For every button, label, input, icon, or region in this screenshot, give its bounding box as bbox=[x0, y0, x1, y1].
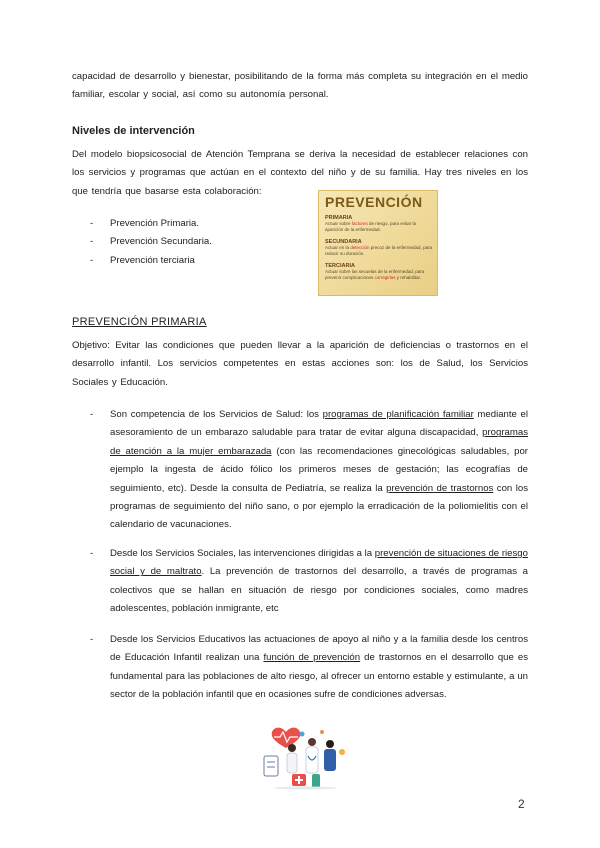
bullet-educativos: - Desde los Servicios Educativos las actuaciones de apoyo al niño y a la familia desde los centros de Educación Infantil realizan una función de prevención de trastornos en el desarrollo que es fundamental para las poblaciones de alto riesgo, al ofrecer un entorno estable y estimulante, a un sector de la población infantil que en ocasiones sufre de condiciones adversas. bbox=[110, 631, 528, 705]
prevention-card-title: PREVENCIÓN bbox=[325, 194, 423, 210]
dash: - bbox=[90, 409, 94, 420]
link-funcion-prevencion: función de prevención bbox=[263, 652, 361, 664]
prevention-card-item: PRIMARIA Actuar sobre factores de riesgo, para evitar la aparición de la enfermedad. bbox=[325, 215, 417, 232]
dash: - bbox=[90, 254, 94, 266]
levels-list bbox=[90, 215, 300, 270]
list-item: - Prevención terciaria bbox=[110, 252, 300, 270]
dash: - bbox=[90, 548, 94, 559]
link-prevencion-trastornos: prevención de trastornos bbox=[386, 482, 494, 494]
pill-icon bbox=[339, 749, 345, 755]
clipboard-icon bbox=[264, 756, 278, 776]
objetivo-paragraph: Objetivo: Evitar las condiciones que pueden llevar a la aparición de deficiencias o trastornos en el desarrollo infantil. Los servicios competentes en estas acciones son: los de Salud, los Servicios Sociales y Educación. bbox=[72, 340, 528, 388]
niveles-paragraph: Del modelo biopsicosocial de Atención Temprana se deriva la necesidad de establecer relaciones con los servicios y programas que actúan en el contexto del niño y de su familia. Hay tres niveles en los que tendría que basarse esta colaboración: bbox=[72, 149, 528, 197]
link-riesgo-social: prevención de situaciones de riesgo social y de maltrato bbox=[110, 548, 528, 578]
prevention-card-item: SECUNDARIA Actuar en la detección precoz de la enfermedad, para reducir su duración. bbox=[325, 239, 433, 256]
healthcare-illustration bbox=[262, 722, 348, 790]
list-item: - Prevención Primaria. bbox=[110, 215, 300, 233]
heart-icon bbox=[272, 728, 301, 748]
list-item: - Prevención Secundaria. bbox=[110, 233, 300, 251]
bullet-sociales: - Desde los Servicios Sociales, las intervenciones dirigidas a la prevención de situaciones de riesgo social y de maltrato. La prevención de trastornos del desarrollo, a través de programas a colectivos que se hallan en situación de riesgo por condiciones sociales, como madres adolescentes, población inmigrante, etc bbox=[110, 545, 528, 619]
prevention-card-item: TERCIARIA Actuar sobre las secuelas de la enfermedad, para prevenir complicaciones corregirlas y rehabilitar. bbox=[325, 263, 425, 280]
prevention-card-image bbox=[318, 190, 438, 296]
intro-paragraph: capacidad de desarrollo y bienestar, posibilitando de la forma más completa su integración en el medio familiar, escolar y social, así como su autonomía personal. bbox=[72, 71, 528, 101]
link-planificacion-familiar: programas de planificación familiar bbox=[322, 409, 474, 420]
dash: - bbox=[90, 218, 94, 229]
bullet-salud: - Son competencia de los Servicios de Salud: los programas de planificación familiar mediante el asesoramiento de un embarazo saludable para tratar de evitar alguna discapacidad, programas de atención a la mujer embarazada (con las recomendaciones ginecológicas saludables, por ejemplo la ingesta de ácido fólico los primeros meses de gestación; las ecografías de seguimiento, etc). Desde la consulta de Pediatría, se realiza la prevención de trastornos con los programas de seguimiento del niño sano, o por ejemplo la erradicación de la poliomielitis con el calendario de vacunaciones. bbox=[110, 406, 528, 535]
dash: - bbox=[90, 236, 94, 248]
page-number: 2 bbox=[518, 797, 525, 811]
primaria-title: PREVENCIÓN PRIMARIA bbox=[72, 316, 207, 328]
dash: - bbox=[90, 634, 94, 645]
link-atencion-mujer-embarazada: programas de atención a la mujer embarazada bbox=[110, 427, 528, 457]
niveles-heading: Niveles de intervención bbox=[72, 125, 195, 137]
